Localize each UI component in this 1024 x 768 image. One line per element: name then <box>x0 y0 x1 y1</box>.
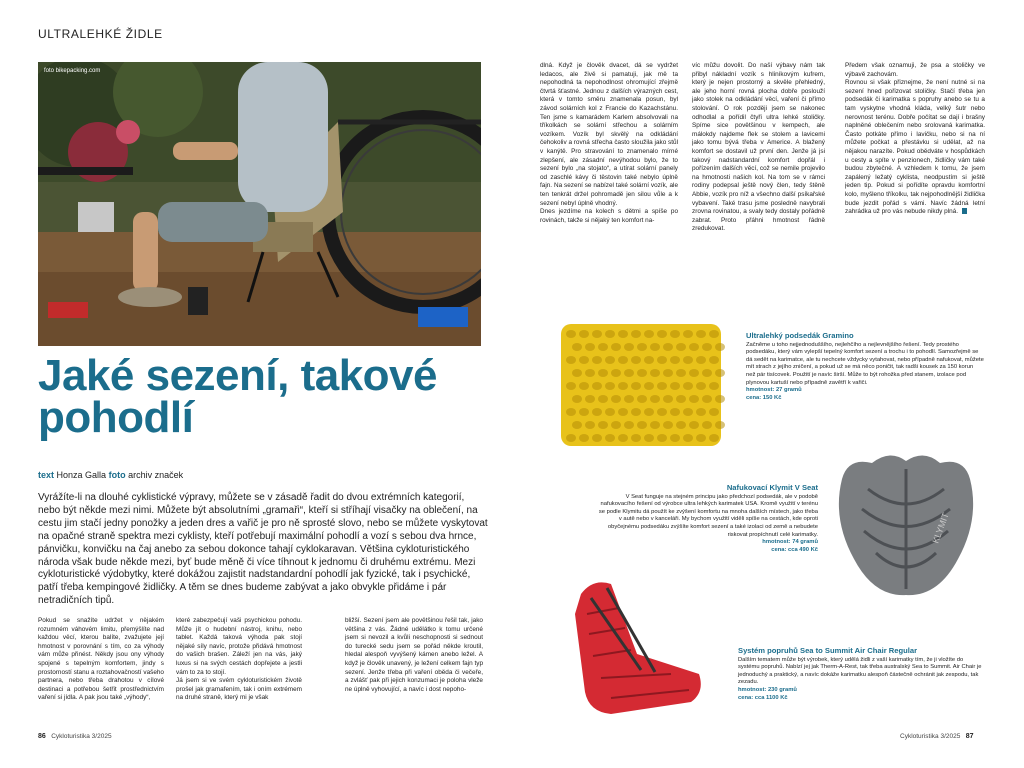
pad-bump <box>676 369 686 377</box>
product-gramino-weight: hmotnost: 27 gramů <box>746 387 802 394</box>
left-page-number: 86 <box>38 733 46 740</box>
air-chair-image <box>571 574 705 722</box>
pad-bump <box>566 382 576 390</box>
pad-bump <box>618 382 628 390</box>
pad-bump <box>683 330 693 338</box>
product-air-chair <box>738 647 984 702</box>
pad-bump <box>683 356 693 364</box>
pad-bump <box>709 330 719 338</box>
pad-bump <box>683 408 693 416</box>
product-gramino <box>746 332 984 402</box>
pad-bump <box>592 330 602 338</box>
pad-bump <box>670 382 680 390</box>
pad-bump <box>715 369 725 377</box>
body-column-5: víc můžu dovolit. Do naší výbavy nám tak přibyl nákladní vozík s hliníkovým kufrem, který je nejen prostorný a skvěle přehledný, ale jeho horní rovná plocha dobře poslouží jako stolek na odkládání věcí, vaření či přímo stolování. O rok později jsem se nakonec odhodlal a pořídil čtyři ultra lehké stoličky. Spíme sice povětšinou v kempech, ale málokdy najdeme flek se stolem a lavicemi jako tomu bývá třeba v Americe. A blažený komfort se dostavil už první den. Jenže já jsi takový nadstandardní komfort dopřál i pořízením dalších věcí, což se nemile projevilo na hmotnosti našich kol. Na tom se v rámci rodiny podepsal ještě nový člen, tedy štěně Abbie, vozík pro níž a všechno další psíkařské vybavení. Také trasu jsme posledně navybrali zrovna rovinatou, a svaly tedy dostaly pořádně zabrat. Proto přáhni hmotnost řádně zredukovat. <box>692 62 825 233</box>
right-magazine-name: Cykloturistika 3/2025 <box>900 733 961 740</box>
body-column-1: Pokud se snažíte udržet v nějakém rozumném váhovém limitu, přemýšlíte nad každou věcí, kterou balíte, zvažujete její hmotnost v porovnání s tím, co za výhody vám může přinést. Někdy jsou ony výhody spojené s tepelným komfortem, jindy s prostorností stanu a roztahovačností vašeho partnera, nebo třeba drahotou v cílové destinaci a potřebou šetřit prostřednictvím vaření si jídla. A pak jsou také „výhody“, <box>38 617 164 702</box>
pad-bump <box>683 382 693 390</box>
pad-bump <box>702 395 712 403</box>
product-klymit-text: V Seat funguje na stejném principu jako předchozí podsedák, ale v podobě nafukovacího řešení od výrobce ultra lehkých karimatek USA. Kromě využití v terénu se podle Klymitu dá použít ke zvýšení komfortu na mnoha dalších místech, jako třeba v autě nebo v kanceláři. My bychom využití viděli spíše na cestách, kde oproti obyčejnému podsedáku zvýšíte komfort sezení a také izolaci od země a nebudete riskovat propíchnutí celé karimatky. <box>598 493 818 538</box>
pad-bump <box>663 343 673 351</box>
product-gramino-price: cena: 150 Kč <box>746 394 782 401</box>
pad-bump <box>611 395 621 403</box>
pad-bump <box>670 408 680 416</box>
product-klymit-weight: hmotnost: 74 gramů <box>762 539 818 546</box>
pad-bump <box>585 421 595 429</box>
pad-bump <box>663 369 673 377</box>
pad-bump <box>631 330 641 338</box>
pad-bump <box>566 356 576 364</box>
pad-bump <box>572 369 582 377</box>
pad-bump <box>598 395 608 403</box>
opening-photo <box>38 62 481 346</box>
pad-bump <box>585 343 595 351</box>
pad-bump <box>605 382 615 390</box>
pad-bump <box>657 382 667 390</box>
pad-bump <box>572 421 582 429</box>
svg-text:KLYMIT: KLYMIT <box>930 511 951 545</box>
pad-bump <box>709 434 719 442</box>
pad-bump <box>624 343 634 351</box>
pad-bump <box>689 395 699 403</box>
pad-bump <box>566 330 576 338</box>
product-air-chair-text: Dalším tematem může být výrobek, který udělá židli z vaší karimatky tím, že ji vložíte do systému popruhů. Nabízí jej jak Therm-A-Rest, tak třeba australský Sea to Summit. Air Chair je jednoduchý a praktický, a navíc dokáže karimatku alespoň částečně ochránit jak zespodu, tak zezadu. <box>738 656 982 686</box>
pad-bump <box>566 408 576 416</box>
pad-bump <box>637 369 647 377</box>
article-headline: Jaké sezení, takové pohodlí <box>38 351 437 442</box>
pad-bump <box>624 421 634 429</box>
pad-bump <box>650 421 660 429</box>
pad-bump <box>585 369 595 377</box>
pad-bump <box>579 434 589 442</box>
pad-bump <box>592 382 602 390</box>
pad-bump <box>579 356 589 364</box>
pad-bump <box>605 330 615 338</box>
pad-bump <box>598 343 608 351</box>
pad-bump <box>618 330 628 338</box>
left-magazine-name: Cykloturistika 3/2025 <box>51 733 112 740</box>
pad-bump <box>663 395 673 403</box>
pad-bump <box>631 356 641 364</box>
pad-bump <box>592 434 602 442</box>
pad-bump <box>605 408 615 416</box>
pad-bump <box>696 434 706 442</box>
pad-bump <box>579 382 589 390</box>
pad-bump <box>709 356 719 364</box>
gramino-pad-image <box>557 322 725 448</box>
byline <box>38 470 183 480</box>
pad-bump <box>689 369 699 377</box>
pad-bump <box>611 421 621 429</box>
pad-bump <box>676 395 686 403</box>
pad-bump <box>566 434 576 442</box>
pad-bump <box>696 382 706 390</box>
pad-bump <box>572 395 582 403</box>
pad-bump <box>644 382 654 390</box>
pad-bump <box>696 356 706 364</box>
pad-bump <box>670 434 680 442</box>
pad-bump <box>592 356 602 364</box>
pad-bump <box>650 395 660 403</box>
pad-bump <box>631 434 641 442</box>
pad-bump <box>631 408 641 416</box>
pad-bump <box>644 356 654 364</box>
byline-photo-label: foto <box>108 470 126 480</box>
pad-bump <box>657 408 667 416</box>
pad-bump <box>631 382 641 390</box>
pad-bump <box>585 395 595 403</box>
pad-bump <box>702 343 712 351</box>
pad-bump <box>702 421 712 429</box>
air-chair-illustration <box>571 574 705 722</box>
pad-bump <box>670 330 680 338</box>
pad-bump <box>618 434 628 442</box>
pad-bump <box>644 408 654 416</box>
pad-bump <box>618 408 628 416</box>
pad-bump <box>579 330 589 338</box>
pad-bump <box>689 343 699 351</box>
pad-bump <box>657 356 667 364</box>
byline-author: Honza Galla <box>56 470 107 480</box>
pad-bump <box>670 356 680 364</box>
article-lead: Vyrážíte-li na dlouhé cyklistické výpravy, můžete se v zásadě řadit do dvou extrémních kategorií, nebo být někde mezi nimi. Můžete být absolutními „gramaři“, kteří si stříhají visačky na oblečení, na cestu jim stačí jedny ponožky a jeden dres a vařič je pro ně sprosté slovo, nebo se můžete vyskytovat na opačné straně spektra mezi cyklisty, kteří potřebují maximální pohodlí a vozí s sebou dva hrnce, pánvičku, konvičku na čaj anebo za sebou dokonce tahají cyklokaravan. Většina cykloturistického národa však bude někde mezi, byť bude měně či více tíhnout k jednomu či druhému extrému. Mezi cykloturistické výdobytky, které dokážou zajistit nadstandardní pohodlí jak fyzické, tak i psychické, patří třeba kempingové židličky. A těm se dnes budeme zabývat a jako obvykle přidáme i pár netradičních tipů. <box>38 492 488 607</box>
body-column-3: bližší. Sezení jsem ale povětšinou řešil tak, jako většina z vás. Žádné udělátko k tomu určené jsem si nevozil a kvůli neschopnosti si sednout do turecké sedu jsem se pořád někde kroutil, hledal alespoň vyvýšený kámen anebo ležel. A když je člověk unavený, je ležení celkem fajn typ sezení. Jenže třeba při vaření oběda či večeře, a zvlášť pak při jejich konzumaci je poloha vleže ne úplně vyhovující, a navíc i dost nepoho- <box>345 617 483 693</box>
product-gramino-text: Začněme u toho nejjednoduššího, nejlehčího a nejlevnějšího řešení. Tedy prostého podsedáku, který vám vylepší tepelný komfort sezení a trochu i to pohodlí. Samozřejmě se dá sedět na karimatce, ale tu nechcete vždycky vytahovat, nebo případně nafukovat, můžete mít strach z jejího zničení, a pokud už se má něco poničit, tak radši kousek za 150 korun než pár tisícovek. Použití je navíc širší. Může to být rohožka před stanem, izolace pod plynovou kartuší nebo případně zavětří k vařiči. <box>746 341 984 386</box>
product-klymit-price: cena: cca 490 Kč <box>771 546 818 553</box>
product-klymit-title: Nafukovací Klymit V Seat <box>726 483 818 492</box>
pad-bump <box>696 330 706 338</box>
pad-bump <box>611 369 621 377</box>
pad-bump <box>657 330 667 338</box>
pad-bump <box>709 408 719 416</box>
body-column-6 <box>845 62 985 257</box>
pad-bump <box>572 343 582 351</box>
pad-bump <box>650 369 660 377</box>
byline-photo-source: archiv značek <box>128 470 184 480</box>
pad-bump <box>592 408 602 416</box>
product-air-chair-title: Systém popruhů Sea to Summit Air Chair Regular <box>738 646 918 655</box>
pad-bump <box>663 421 673 429</box>
pad-bump <box>644 330 654 338</box>
pad-bump <box>637 343 647 351</box>
pad-bump <box>644 434 654 442</box>
right-page-number: 87 <box>965 733 974 740</box>
klymit-seat-image <box>828 449 984 599</box>
photo-illustration <box>38 62 481 346</box>
pad-bump <box>702 369 712 377</box>
body-column-6-text: Předem však oznamuji, že psa a stoličky ve výbavě zachovám. Rovnou si však přiznejme, že není nutné si na sezení hned pořizovat stoličky. Stačí třeba jen podsedák či karimatka s popruhy anebo se tu a tam vyskytne vhodná kláda, velký šutr nebo nerovnost terénu. Dobře počítat se dají i brašny naplněné oblečením nebo srolovaná karimatka. Často potkáte přímo i lavičku, nebo si na ní můžete počkat a přestávku si udělat, až na nějakou narazíte. Pokud obědváte v hospůdkách u cesty a spíte v penzionech, židličky vám také budou zbytečné. A vzhledem k tomu, že jsem zapálený ležatý cyklista, neodpustím si ještě jeden tip. Pokud si pořídíte opravdu komfortní kolo, myšleno tříkolku, tak nejpohodlnější židlička bude jezdit pořád s vámi. Navíc žádná letní zahrádka už pro vás nebude nikdy plná. <box>845 62 985 216</box>
left-folio <box>38 733 112 740</box>
body-column-2: které zabezpečují vaši psychickou pohodu. Může jít o hudební nástroj, knihu, nebo tablet. Každá taková výhoda pak stojí nějaké síly navíc, protože přidává hmotnost do vašich brašen. Záleží jen na vás, jaký luxus si na svých cestách dopřejete a jestli vám to za to stojí. Já jsem si ve svém cykloturistickém životě prošel jak gramafením, tak i oním extrémem na druhé straně, který mi je však <box>176 617 302 702</box>
pad-bump <box>715 395 725 403</box>
byline-text-label: text <box>38 470 55 480</box>
pad-bump <box>689 421 699 429</box>
body-column-4: dlná. Když je člověk dvacet, dá se vydržet ledacos, ale živě si pamatuji, jak mě ta nepohodlná ta nepohodlnost ohromující zřejmě čtvrtá šťastné. Jednou z dalších výrazných cest, která v tomto směru znamenala posun, byl závod solárních kol z Francie do Kazachstánu. Ten jsme s kamarádem Karlem absolvovali na tříkolkách se solární střechou a solárním vozíkem. Vozík byl skvělý na odkládání čehokoliv a rovná střecha často sloužila jako stůl v kanýtě. Pro stravování to znamenalo mírné zlepšení, ale zásadní nevýhodou bylo, že to sezení bylo „na stojato“, a utírat solární panely od zaschlé kávy či těstovin také nebylo úplně fajn. Na sezení se nabízel také solární vozík, ale ten tenkrát držel pohromadě jen silou vůle a k sezení nebyl úplně vhodný. Dnes jezdíme na kolech s dětmi a spíše po rovinách, takže si nějaký ten komfort na- <box>540 62 678 224</box>
pad-bump <box>624 369 634 377</box>
product-air-chair-weight: hmotnost: 230 gramů <box>738 686 797 693</box>
pad-bump <box>598 421 608 429</box>
pad-bump <box>715 421 725 429</box>
pad-bump <box>650 343 660 351</box>
article-end-mark <box>962 208 967 214</box>
klymit-seat-illustration <box>828 449 984 599</box>
pad-bump <box>618 356 628 364</box>
pad-bump <box>579 408 589 416</box>
pad-bump <box>657 434 667 442</box>
product-gramino-title: Ultralehký podsedák Gramino <box>746 331 854 340</box>
photo-credit: foto bikepacking.com <box>44 68 101 74</box>
pad-bump <box>676 343 686 351</box>
right-folio <box>900 733 974 740</box>
product-air-chair-price: cena: cca 1100 Kč <box>738 694 788 701</box>
pad-bump <box>696 408 706 416</box>
gramino-pad-illustration <box>557 322 725 448</box>
pad-bump <box>605 434 615 442</box>
pad-bump <box>709 382 719 390</box>
product-klymit <box>598 484 818 554</box>
pad-bump <box>715 343 725 351</box>
pad-bump <box>676 421 686 429</box>
pad-bump <box>624 395 634 403</box>
pad-bump <box>637 395 647 403</box>
pad-bump <box>611 343 621 351</box>
pad-bump <box>598 369 608 377</box>
pad-bump <box>683 434 693 442</box>
section-heading: ULTRALEHKÉ ŽIDLE <box>38 27 163 41</box>
pad-bump <box>637 421 647 429</box>
pad-bump <box>605 356 615 364</box>
